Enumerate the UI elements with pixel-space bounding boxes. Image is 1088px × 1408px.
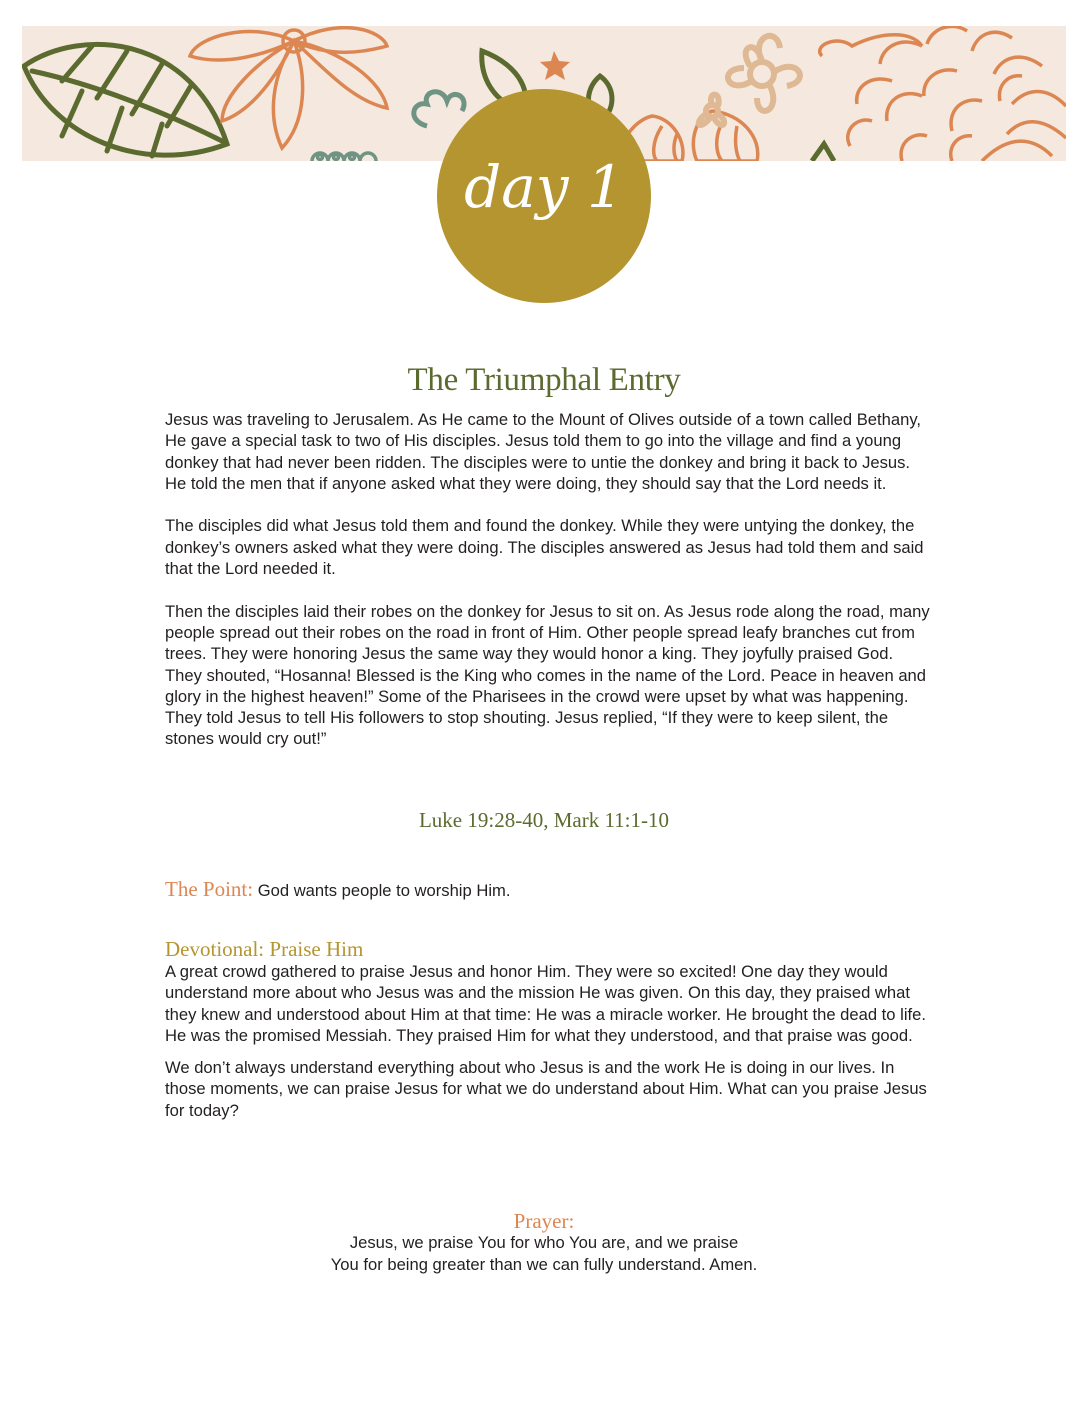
devotional-paragraph-1: A great crowd gathered to praise Jesus and honor Him. They were so excited! One day they would understand more about who Jesus was and the mission He was given. On this day, they praised what they knew and understood about Him at that time: He was a miracle worker. He brought the dead to life. He was the promised Messiah. They praised Him for what they understood, and that praise was good. (165, 962, 926, 1045)
prayer-heading: Prayer: (513, 1209, 575, 1233)
devotional-section (165, 961, 930, 1121)
story-section (165, 409, 930, 771)
day-badge (437, 89, 651, 303)
prayer-line-2: You for being greater than we can fully understand. Amen. (330, 1254, 758, 1274)
day-badge-text: day 1 (464, 153, 624, 221)
prayer-text (0, 1232, 1088, 1275)
point-label: The Point: (165, 877, 254, 901)
point-text: God wants people to worship Him. (257, 881, 511, 900)
story-paragraph-1: Jesus was traveling to Jerusalem. As He came to the Mount of Olives outside of a town called Bethany, He gave a special task to two of His disciples. Jesus told them to go into the village and find a young donkey that had never been ridden. The disciples were to untie the donkey and bring it back to Jesus. He told the men that if anyone asked what they were doing, they should say that the Lord needs it. (165, 410, 922, 493)
scripture-reference: Luke 19:28-40, Mark 11:1-10 (418, 808, 669, 832)
page-title: The Triumphal Entry (407, 362, 681, 398)
story-paragraph-2: The disciples did what Jesus told them and found the donkey. While they were untying the donkey, the donkey’s owners asked what they were doing. The disciples answered as Jesus had told them and said that the Lord needed it. (165, 516, 924, 579)
day-script-icon (437, 89, 651, 303)
point-section (165, 877, 510, 902)
prayer-line-1: Jesus, we praise You for who You are, and we praise (349, 1233, 739, 1252)
devotional-paragraph-2: We don’t always understand everything about who Jesus is and the work He is doing in our lives. In those moments, we can praise Jesus for what we do understand about Him. What can you praise Jesus for today? (165, 1058, 927, 1120)
story-paragraph-3: Then the disciples laid their robes on the donkey for Jesus to sit on. As Jesus rode along the road, many people spread out their robes on the road in front of Him. Other people spread leafy branches cut from trees. They were honoring Jesus the same way they would honor a king. They joyfully praised God. They shouted, “Hosanna! Blessed is the King who comes in the name of the Lord. Peace in heaven and glory in the highest heaven!” Some of the Pharisees in the crowd were upset by what was happening. They told Jesus to tell His followers to stop shouting. Jesus replied, “If they were to keep silent, the stones would cry out!” (165, 601, 930, 749)
devotional-heading: Devotional: Praise Him (165, 937, 364, 961)
